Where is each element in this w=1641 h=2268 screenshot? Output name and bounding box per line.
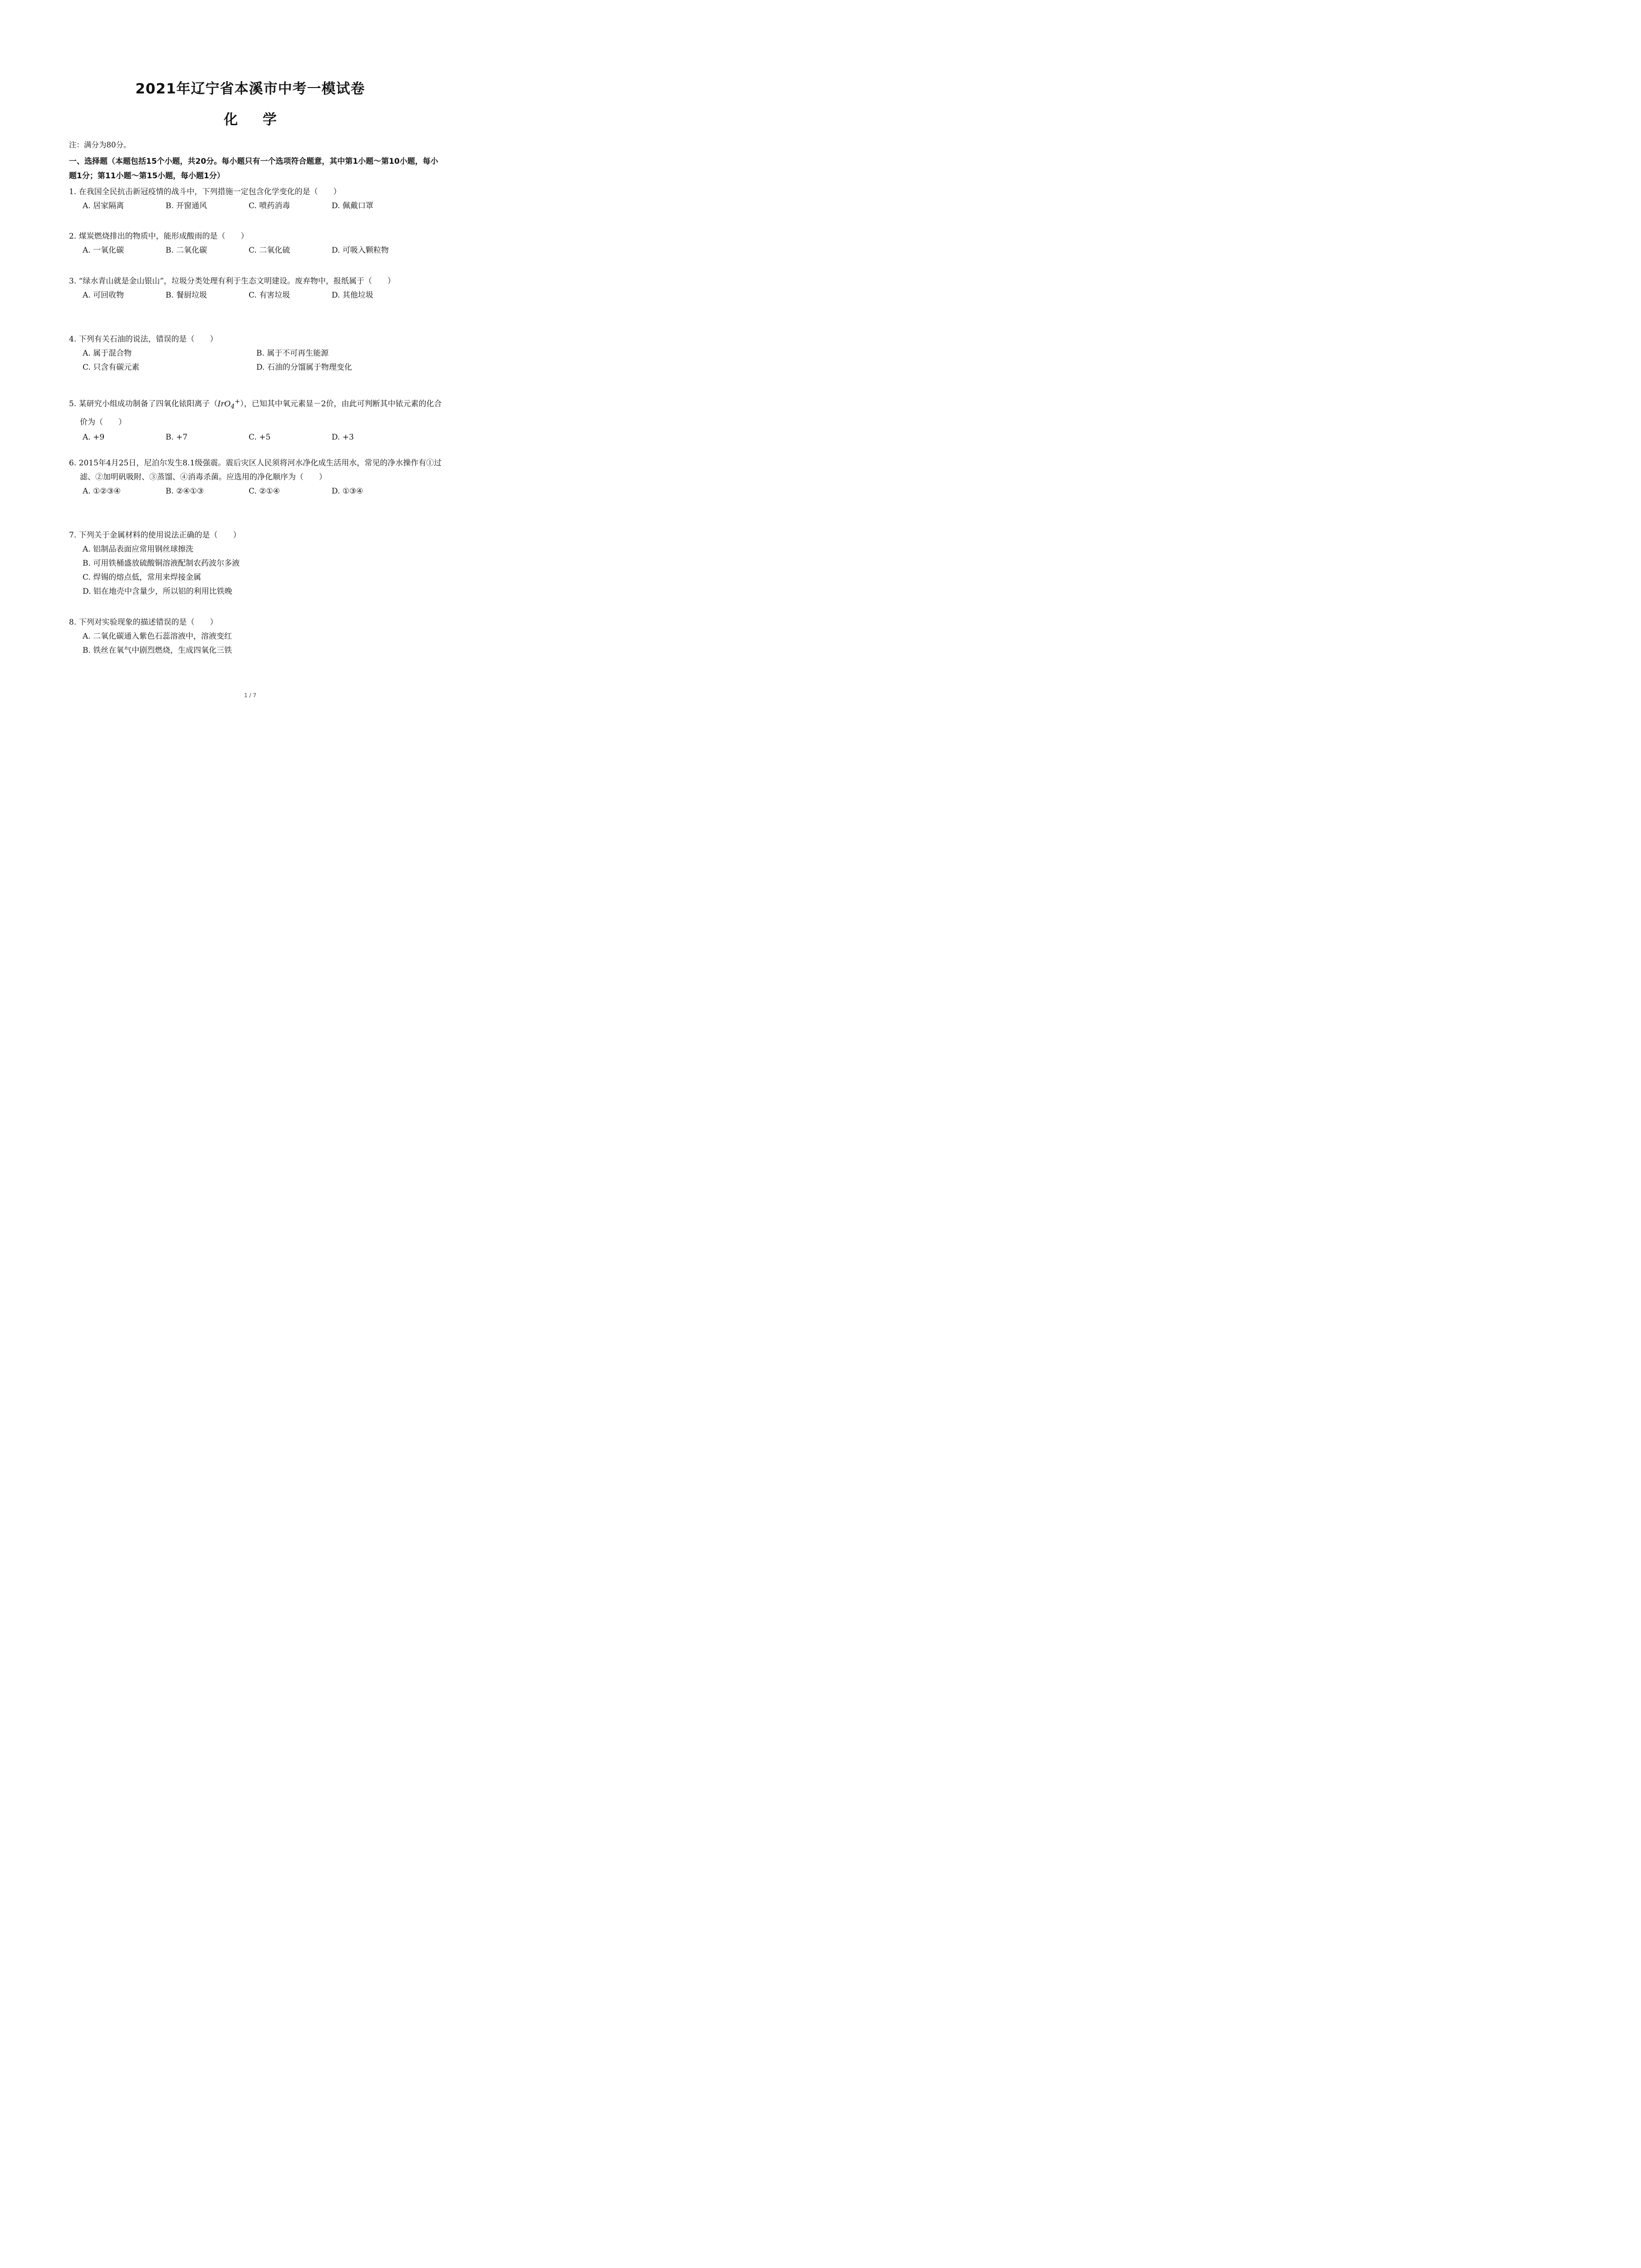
question-stem: 5. 某研究小组成功制备了四氧化铱阳离子（IrO$_4$+），已知其中氧元素显－2价，由此可判断其中铱元素的化合价为（ ） [69,398,442,427]
option-b: B. 二氧化碳 [166,246,207,255]
option-d: D. ①③④ [332,487,363,496]
option-c: C. 喷药消毒 [249,201,290,210]
option-d: D. 其他垃圾 [332,291,373,300]
exam-page [0,0,500,708]
options-row [69,430,446,445]
question-6 [69,456,446,499]
page-number: 1 / 7 [244,692,256,699]
options-row [69,199,446,213]
option-a: A. 二氧化碳通入紫色石蕊溶液中，溶液变红 [83,632,232,641]
options-row [69,288,446,303]
question-stem: 1. 在我国全民抗击新冠疫情的战斗中，下列措施一定包含化学变化的是（ ） [69,187,341,196]
option-b: B. +7 [166,433,188,442]
option-a: A. 铝制品表面应常用钢丝球擦洗 [83,545,194,554]
options-row [69,347,446,361]
option-b: B. 餐厨垃圾 [166,291,207,300]
option-a: A. 一氧化碳 [83,246,124,255]
question-stem: 2. 煤炭燃烧排出的物质中，能形成酸雨的是（ ） [69,232,249,241]
options-row [69,361,446,375]
question-stem: 6. 2015年4月25日，尼泊尔发生8.1级强震。震后灾区人民须将河水净化成生活用水，常见的净水操作有①过滤、②加明矾吸附、③蒸馏、④消毒杀菌。应选用的净化顺序为（ ） [69,459,442,482]
options-row [69,484,446,499]
subject-title: 化 学 [224,112,287,128]
option-c: C. +5 [249,433,271,442]
option-b: B. 开窗通风 [166,201,207,210]
option-c: C. 二氧化硫 [249,246,290,255]
chemical-formula: IrO$_4$+ [217,398,240,411]
section-heading: 一、选择题（本题包括15个小题，共20分。每小题只有一个选项符合题意，其中第1小题～第10小题，每小题1分；第11小题～第15小题，每小题1分） [69,157,438,181]
question-stem: 7. 下列关于金属材料的使用说法正确的是（ ） [69,531,241,540]
option-c: C. ②①④ [249,487,280,496]
exam-title: 2021年辽宁省本溪市中考一模试卷 [135,81,365,97]
question-7 [69,528,446,599]
question-2 [69,230,446,258]
option-a: A. 可回收物 [83,291,124,300]
option-a: A. 属于混合物 [83,349,132,358]
question-3 [69,274,446,303]
option-c: C. 只含有碳元素 [83,363,140,372]
option-d: D. 石油的分馏属于物理变化 [256,363,352,372]
option-a: A. 居家隔离 [83,201,124,210]
option-d: D. 可吸入颗粒物 [332,246,389,255]
question-1 [69,185,446,213]
option-d: D. 佩戴口罩 [332,201,373,210]
question-8 [69,616,446,658]
score-note: 注：满分为80分。 [69,141,131,149]
option-a: A. +9 [83,433,105,442]
question-stem: 4. 下列有关石油的说法，错误的是（ ） [69,335,218,344]
options-row [69,244,446,258]
question-4 [69,332,446,375]
option-d: D. 铝在地壳中含量少，所以铝的利用比铁晚 [83,587,232,596]
option-d: D. +3 [332,433,354,442]
option-b: B. ②④①③ [166,487,204,496]
option-c: C. 有害垃圾 [249,291,290,300]
option-c: C. 焊锡的熔点低，常用来焊接金属 [83,573,201,582]
option-a: A. ①②③④ [83,487,121,496]
question-5 [69,394,446,445]
option-b: B. 可用铁桶盛放硫酸铜溶液配制农药波尔多液 [83,559,240,568]
question-stem: 3. “绿水青山就是金山银山”，垃圾分类处理有利于生态文明建设。废弃物中，报纸属于（ ） [69,277,396,286]
question-stem: 8. 下列对实验现象的描述错误的是（ ） [69,618,218,627]
option-b: B. 属于不可再生能源 [256,349,329,358]
option-b: B. 铁丝在氧气中剧烈燃烧，生成四氧化三铁 [83,646,232,655]
